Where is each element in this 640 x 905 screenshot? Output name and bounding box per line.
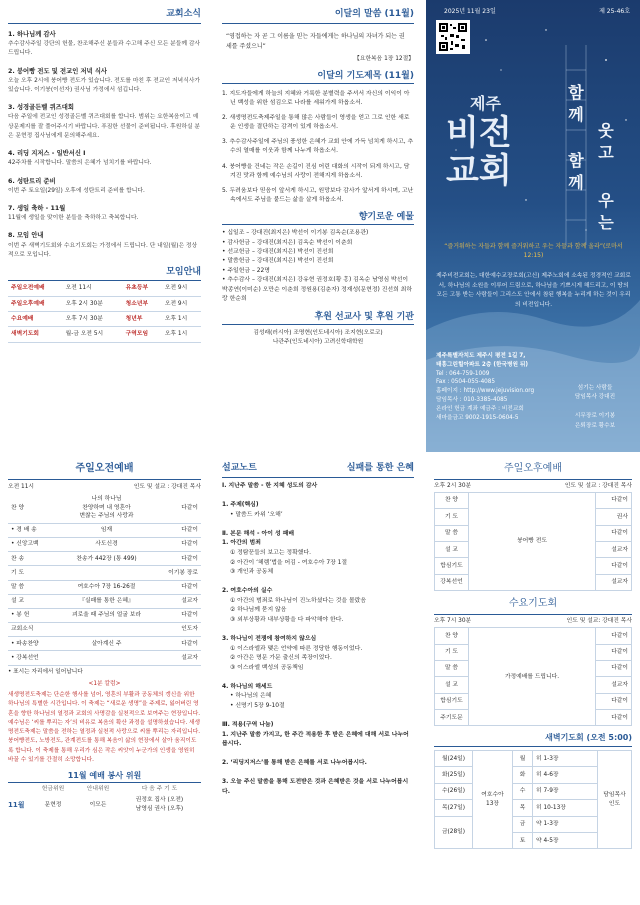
order-label: 교회소식 bbox=[8, 623, 52, 637]
address-line: Fax : 0504-055-4085 bbox=[436, 379, 496, 386]
note-line: 2. 여호수아의 실수 bbox=[222, 588, 273, 595]
table-row bbox=[8, 523, 201, 537]
order-content bbox=[52, 623, 161, 637]
note-line bbox=[222, 712, 414, 722]
note-line: • 말씀드 카위 ‘오해’ bbox=[230, 511, 283, 518]
church-news-panel bbox=[0, 0, 209, 452]
note-line: ② 아간은 명문 가문 출신의 족장이었다. bbox=[230, 655, 332, 662]
verse-text: “영접하는 자 곧 그 이름을 믿는 자들에게는 하나님의 자녀가 되는 권세를 주셨으니” bbox=[226, 33, 405, 50]
order-role: 설교자 bbox=[596, 574, 632, 590]
note-line: ② 아간이 ‘헤렘’법을 어김 - 여호수아 7장 1절 bbox=[230, 559, 348, 566]
address-line: Tel : 064-759-1009 bbox=[436, 370, 490, 377]
table-row bbox=[8, 493, 201, 523]
pm-order-table bbox=[434, 492, 632, 591]
table-row bbox=[8, 538, 201, 552]
wed-title: 수요기도회 bbox=[434, 597, 632, 615]
note-line: 3. 오늘 주신 말씀을 통해 도전받은 것과 은혜받은 것을 서로 나누어봅시다. bbox=[222, 779, 409, 796]
table-row bbox=[435, 492, 632, 508]
dawn-leader: 담임목사 인도 bbox=[598, 751, 632, 849]
support-line: 나관주(인도네시아) 고려신학대학원 bbox=[272, 338, 364, 345]
table-cell: 주일오전예배 bbox=[8, 281, 63, 296]
am-service-panel: 주일오전예배 오전 11시 인도 및 설교 : 강대진 목사 찬 양 나의 하나님 찬양하며 내 영혼아 변찮는 주님의 사랑과 다같이 • 경 배 송 임재 다같이 • 신앙고백 사도신경 다같이 찬 송 찬송가 442장 (통 499) 다같이 기 도 이기봉 장로 말 씀 여호수아 7장 16-26절 다같이 설 교 『실패를 통한 은혜』 설교자 • 봉 헌 괴로울 때 주님의 얼굴 보라 다같이 교회소식 인도자 • 파송찬양 살아계신 주 다같이 • 강복선언 설교자 • 표시는 자리에서 일어납니다 <1분 칼럼> 새생명전도축제는 단순한 행사를 넘어, 영혼의 부활과 공동체의 갱신을 위한 하나님의 특별한 시간입니다. 이 축제는 “새로운 생명”을 주제로, 잃어버린 영혼을 향한 하나님의 열정과 교회의 사명감을 실천적으로 보여주는 현장입니다. 예수님은 ‘씨를 뿌리는 자’의 비유로 복음의 확산 과정을 설명하셨습니다. 새생명전도축제는 말씀을 전하는 열정과 실천적 사랑으로 씨를 뿌리는 자리입니다. 붕어빵전도, 노방전도, 관계전도를 통해 복음이 삶의 현장에서 살아 움직이도록 합니다. 이 축제를 통해 우리가 심은 작은 씨앗이 누군가의 인생을 영원히 바꿀 수 있기를 간절히 소망합니다. 11월 예배 봉사 위원 헌금위원 안내위원 다 음 주 기 도 11월 문현정 이모든 권정호 집사 (오전) 남영심 권사 (오후) bbox=[8, 463, 201, 813]
note-line: ① 정탐꾼들의 보고는 정확했다. bbox=[230, 549, 312, 556]
news-item-body: 오늘 오후 2시에 붕어빵 전도가 있습니다. 전도를 마친 후 전교인 저녁식사가 있습니다. 이기붕(이선자) 권사님 가정에서 섬깁니다. bbox=[8, 77, 200, 94]
motto-1: 함께 bbox=[568, 83, 584, 125]
church-staff bbox=[560, 384, 630, 431]
table-row bbox=[8, 566, 201, 580]
news-item-title: 2. 붕어빵 전도 및 전교인 저녁 식사 bbox=[8, 67, 108, 75]
news-item-title: 7. 생일 축하 - 11월 bbox=[8, 205, 66, 213]
table-cell: 오후 7시 30분 bbox=[63, 311, 123, 326]
pm-service-title: 주일오후예배 bbox=[434, 462, 632, 480]
order-role: 설교자 bbox=[161, 594, 201, 608]
order-content bbox=[52, 651, 161, 665]
table-cell: 오후 2시 30분 bbox=[63, 296, 123, 311]
verse-title: 이달의 말씀 (11월) bbox=[334, 9, 414, 19]
dawn-day: 금 bbox=[513, 816, 533, 832]
order-role: 다같이 bbox=[161, 538, 201, 552]
order-label: 설 교 bbox=[8, 594, 52, 608]
verse-ref: 【요한복음 1장 12절】 bbox=[354, 56, 414, 63]
table-row bbox=[8, 594, 201, 608]
order-label: 찬 양 bbox=[435, 628, 469, 644]
offering-list bbox=[222, 229, 414, 305]
news-item-body: 11월에 생일을 맞이한 분들을 축하하고 축복합니다. bbox=[8, 215, 139, 222]
support-title: 후원 선교사 및 후원 기관 bbox=[314, 311, 414, 322]
table-cell: 유초등부 bbox=[123, 281, 162, 296]
dawn-day: 목 bbox=[513, 800, 533, 816]
note-line bbox=[222, 769, 414, 779]
prayer-item: 4. 붕어빵을 건네는 작은 손길이 진심 어린 대화의 시작이 되게 하시고, 담겨진 맛과 함께 예수님의 사랑이 전해지게 하옵소서. bbox=[222, 163, 410, 179]
address-line: 새마을금고 9002-1915-0604-5 bbox=[436, 414, 519, 421]
dawn-day: 월 bbox=[513, 751, 533, 767]
note-line bbox=[222, 578, 414, 588]
order-content: 살아계신 주 bbox=[52, 637, 161, 651]
dawn-reading: 히 1-3장 bbox=[533, 751, 598, 767]
order-label: 설 교 bbox=[435, 677, 469, 693]
news-title: 교회소식 bbox=[166, 9, 201, 19]
schedule-panel: 주일오후예배 오후 2시 30분 인도 및 설교 : 강대진 목사 찬 양 붕어빵 전도 다같이 기 도 권사 말 씀 다같이 설 교 설교자 합심기도 다같이 강복선언 설교자 수요기도회 오후 7시 30분 인도 및 설교: 강대진 목사 찬 양 가정예배를 드립니다. 다같이 기 도 다같이 말 씀 다같이 설 교 설교자 합심기도 다같이 주기도문 다같이 새벽기도회 (오전 5:00) 월(24일) 여호수아 13장 월 히 1-3장 담임목사 인도 화(25일) 화 히 4-6장 수(26일) 수 히 7-9장 목(27일) 목 히 10-13장 금(28일) 금 약 1-3장 토 약 4-5장 bbox=[426, 456, 640, 905]
support-list bbox=[222, 329, 414, 347]
note-line: ③ 개인과 공동체 bbox=[230, 569, 274, 576]
table-cell: 오전 9시 bbox=[162, 281, 201, 296]
order-content: 찬송가 442장 (통 499) bbox=[52, 552, 161, 566]
table-cell: 오전 9시 bbox=[162, 296, 201, 311]
table-cell: 오전 11시 bbox=[63, 281, 123, 296]
order-role: 다같이 bbox=[161, 552, 201, 566]
offer-title: 향기로운 예물 bbox=[358, 212, 414, 223]
order-content: 여호수아 7장 16-26절 bbox=[52, 580, 161, 594]
note-line: 1. 주제(핵심) bbox=[222, 502, 259, 509]
order-content: 『실패를 통한 은혜』 bbox=[52, 594, 161, 608]
note-line: 2. ‘리딩지저스’를 통해 받은 은혜를 서로 나누어봅시다. bbox=[222, 760, 367, 767]
table-row bbox=[8, 327, 201, 342]
note-line: • 신명기 5장 9-10절 bbox=[230, 702, 285, 709]
address-line: 제주특별자치도 제주시 평전 1길 7, bbox=[436, 353, 526, 359]
offering-item: • 추수감사 – 강대진(최지은) 강유현 권정호(황 홍) 김옥순 남영심 박선이 박종연(이미순) 오만순 이춘희 정원용(김춘자) 정재성(문현정) 진선희 최하랑 한순희 bbox=[222, 277, 413, 303]
news-item bbox=[8, 67, 201, 96]
meeting-table bbox=[8, 281, 201, 343]
table-row bbox=[435, 751, 632, 767]
dawn-day: 화 bbox=[513, 767, 533, 783]
order-role: 다같이 bbox=[596, 628, 632, 644]
offering-item: • 선교헌금 – 강대진(최지은) 박선이 진선희 bbox=[222, 249, 334, 255]
news-item bbox=[8, 177, 201, 196]
table-row bbox=[8, 608, 201, 622]
dawn-reading: 히 4-6장 bbox=[533, 767, 598, 783]
table-cell: 주일오후예배 bbox=[8, 296, 63, 311]
table-cell: 오후 1시 bbox=[162, 327, 201, 342]
note-line: Ⅲ. 적용(구역 나눔) bbox=[222, 722, 274, 729]
table-row bbox=[8, 296, 201, 311]
order-role: 다같이 bbox=[161, 608, 201, 622]
church-intro: 제주비전교회는, 대한예수교장로회(고신) 제주노회에 소속된 정경적인 교회로서, 하나님의 소원을 이루어 드림으로, 하나님을 기쁘시게 해드리고, 이 땅의 모든 고통 받는 사람들이 그리스도 안에서 참된 행복을 누리게 하는 것이 우리의 비전입니다. bbox=[436, 273, 631, 308]
cover-panel bbox=[426, 0, 640, 452]
dawn-day: 수 bbox=[513, 783, 533, 799]
order-label: 찬 송 bbox=[8, 552, 52, 566]
staff-line: 시무장로 이기봉 bbox=[574, 413, 616, 420]
offering-item: • 십일조 – 강대진(최지은) 박선이 이기봉 김옥순(조용관) bbox=[222, 230, 369, 237]
sermon-subject: 실패를 통한 은혜 bbox=[346, 463, 414, 473]
order-label: 합심기도 bbox=[435, 558, 469, 574]
order-content: 나의 하나님 찬양하며 내 영혼아 변찮는 주님의 사랑과 bbox=[52, 493, 161, 523]
am-service-leader: 인도 및 설교 : 강대진 목사 bbox=[133, 483, 201, 490]
news-item bbox=[8, 204, 201, 223]
note-line bbox=[222, 673, 414, 683]
order-label: 말 씀 bbox=[435, 525, 469, 541]
order-role: 권사 bbox=[596, 509, 632, 525]
dawn-title: 새벽기도회 (오전 5:00) bbox=[434, 732, 632, 747]
prayer-list bbox=[222, 90, 414, 205]
order-content: 괴로울 때 주님의 얼굴 보라 bbox=[52, 608, 161, 622]
dawn-reading: 약 4-5장 bbox=[533, 833, 598, 849]
dawn-passage: 여호수아 13장 bbox=[473, 751, 513, 849]
order-role: 설교자 bbox=[596, 677, 632, 693]
dawn-reading: 히 10-13장 bbox=[533, 800, 598, 816]
note-line bbox=[222, 520, 414, 530]
order-role: 다같이 bbox=[596, 644, 632, 660]
table-cell: 구역모임 bbox=[123, 327, 162, 342]
offering-item: • 감사헌금 – 강대진(최지은) 김옥순 박선이 이춘희 bbox=[222, 239, 353, 246]
table-cell: 청소년부 bbox=[123, 296, 162, 311]
duty-title: 11월 예배 봉사 위원 bbox=[8, 770, 201, 783]
table-cell: 새벽기도회 bbox=[8, 327, 63, 342]
stand-note: • 표시는 자리에서 일어납니다 bbox=[8, 668, 83, 675]
news-item bbox=[8, 30, 201, 59]
note-line: Ⅰ. 지난주 말씀 - 한 지혜 성도의 감사 bbox=[222, 483, 318, 490]
sermon-note-panel bbox=[214, 456, 422, 905]
news-item-body: 다음 주일에 전교인 성경골든벨 퀴즈대회를 합니다. 범위는 요한복음이고 예상문제지를 잘 풀어주시기 바랍니다. 푸짐한 선물이 준비됩니다. 후원하실 분은 문현정 집사님에게 문의해주세요. bbox=[8, 114, 201, 140]
note-line: 1. 지난주 말씀 가지고, 한 주간 적용한 후 받은 은혜에 대해 서로 나누어봅시다. bbox=[222, 731, 409, 748]
order-label: 말 씀 bbox=[8, 580, 52, 594]
motto-4: 우는 bbox=[598, 191, 614, 233]
news-list bbox=[8, 30, 201, 260]
news-item-body: 추수감사주일 강단의 헌물, 찬조해주신 분들과 수고해 주신 모든 분들께 감사드립니다. bbox=[8, 41, 201, 57]
note-line bbox=[222, 492, 414, 502]
note-line: ② 하나님께 묻지 않음 bbox=[230, 607, 287, 614]
note-line bbox=[222, 750, 414, 760]
order-role: 이기봉 장로 bbox=[161, 566, 201, 580]
order-role: 다같이 bbox=[161, 493, 201, 523]
dawn-table bbox=[434, 750, 632, 849]
dawn-date: 수(26일) bbox=[435, 783, 473, 799]
order-role: 다같이 bbox=[596, 525, 632, 541]
table-cell: 청년부 bbox=[123, 311, 162, 326]
table-row bbox=[8, 623, 201, 637]
prayer-item: 3. 추수감사주일에 주님의 풍성한 은혜가 교회 안에 가득 넘치게 하시고, 추수의 열매를 이웃과 함께 나누게 하옵소서. bbox=[222, 139, 414, 155]
cover-issue: 제 25-46호 bbox=[599, 8, 630, 15]
note-line: ③ 이스라엘 백성의 공동책임 bbox=[230, 664, 304, 671]
order-label: 합심기도 bbox=[435, 693, 469, 709]
am-service-time: 오전 11시 bbox=[8, 483, 35, 490]
news-item-title: 1. 하나님께 감사 bbox=[8, 31, 56, 39]
offering-item: • 주일헌금 – 22명 bbox=[222, 267, 270, 274]
address-line: 태흥그린힐아파트 2층 (한국병원 뒤) bbox=[436, 361, 529, 368]
note-line: ① 아간의 범죄로 하나님이 진노하셨다는 것을 몰랐음 bbox=[230, 597, 367, 604]
table-cell: 월-금 오전 5시 bbox=[63, 327, 123, 342]
order-role: 설교자 bbox=[161, 651, 201, 665]
order-label: 찬 양 bbox=[435, 492, 469, 508]
news-item-body: 이번 주 토요일(29일) 오후에 성탄트리 준비를 합니다. bbox=[8, 187, 145, 194]
order-label: 설 교 bbox=[435, 542, 469, 558]
order-label: 강복선언 bbox=[435, 574, 469, 590]
note-line: 4. 하나님의 해세드 bbox=[222, 683, 273, 690]
order-label: 주기도문 bbox=[435, 710, 469, 726]
meet-title: 모임안내 bbox=[166, 267, 201, 278]
note-line: 1. 아간의 범죄 bbox=[222, 540, 261, 547]
cover-date: 2025년 11월 23일 bbox=[444, 8, 496, 15]
table-row bbox=[435, 628, 632, 644]
table-row bbox=[8, 281, 201, 296]
duty-month: 11월 bbox=[8, 801, 25, 810]
order-role: 다같이 bbox=[596, 558, 632, 574]
news-item-body: 42주차를 시작합니다. 말씀의 은혜가 넘치기를 바랍니다. bbox=[8, 160, 152, 167]
order-label: 기 도 bbox=[8, 566, 52, 580]
motto-2: 웃고 bbox=[598, 121, 614, 163]
note-line: ③ 외부상황과 내부상황을 다 파악해야 한다. bbox=[230, 616, 344, 623]
dawn-reading: 히 7-9장 bbox=[533, 783, 598, 799]
address-line: 담임목사 : 010-3385-4085 bbox=[436, 397, 508, 404]
order-content: 사도신경 bbox=[52, 538, 161, 552]
dawn-date: 화(25일) bbox=[435, 767, 473, 783]
column-title: <1분 칼럼> bbox=[88, 680, 121, 687]
order-role: 인도자 bbox=[161, 623, 201, 637]
news-item-title: 3. 성경골든벨 퀴즈대회 bbox=[8, 104, 74, 112]
column-text: 새생명전도축제는 단순한 행사를 넘어, 영혼의 부활과 공동체의 갱신을 위한 하나님의 특별한 시간입니다. 이 축제는 “새로운 생명”을 주제로, 잃어버린 영혼을 향한 하나님의 열정과 교회의 사명감을 실천적으로 보여주는 현장입니다. 예수님은 ‘씨를 뿌리는 자’의 비유로 복음의 확산 과정을 설명하셨습니다. 새생명전도축제는 말씀을 전하는 열정과 실천적 사랑으로 씨를 뿌리는 자리입니다. 붕어빵전도, 노방전도, 관계전도를 통해 복음이 삶의 현장에서 살아 움직이도록 합니다. 이 축제를 통해 우리가 심은 작은 씨앗이 누군가의 인생을 영원히 바꿀 수 있기를 간절히 소망합니다. bbox=[8, 692, 201, 763]
order-label: 기 도 bbox=[435, 644, 469, 660]
note-line: Ⅱ. 본문 해석 - 아이 성 패배 bbox=[222, 530, 295, 537]
note-line: • 하나님의 은혜 bbox=[230, 693, 272, 700]
order-role: 다같이 bbox=[161, 637, 201, 651]
order-label: • 경 배 송 bbox=[8, 523, 52, 537]
order-role: 다같이 bbox=[161, 580, 201, 594]
address-line: 홈페이지 : http://www.jejuvision.org bbox=[436, 388, 535, 395]
address-line: 온라인 헌금 계좌 예금주 : 비전교회 bbox=[436, 405, 524, 412]
dawn-date: 금(28일) bbox=[435, 816, 473, 849]
prayer-item: 2. 새생명전도축제주일을 통해 많은 사람들이 영생을 얻고 그로 인한 새로운 인생을 결단하는 감격이 있게 하옵소서. bbox=[222, 114, 410, 131]
news-item-title: 6. 성탄트리 준비 bbox=[8, 177, 56, 185]
prayer-title: 이달의 기도제목 (11월) bbox=[317, 70, 414, 81]
dawn-reading: 약 1-3장 bbox=[533, 816, 598, 832]
order-label: 찬 양 bbox=[8, 493, 52, 523]
table-row bbox=[8, 552, 201, 566]
staff-line: 은퇴장로 황수보 bbox=[574, 422, 616, 429]
cover-quote: “즐거워하는 자들과 함께 즐거워하고 우는 자들과 함께 울라”(로마서 12:15) bbox=[444, 243, 623, 259]
table-row bbox=[8, 637, 201, 651]
staff-line bbox=[560, 403, 630, 412]
offering-item: • 말씀헌금 – 강대진(최지은) 박선이 진선희 bbox=[222, 258, 334, 265]
order-label: • 봉 헌 bbox=[8, 608, 52, 622]
support-line: 김성래(러시아) 조명현(인도네시아) 조지현(오로코) bbox=[253, 329, 383, 336]
verse-prayer-panel bbox=[214, 0, 422, 452]
order-role: 설교자 bbox=[596, 542, 632, 558]
dawn-date: 목(27일) bbox=[435, 800, 473, 816]
order-role: 다같이 bbox=[596, 693, 632, 709]
order-role: 다같이 bbox=[596, 710, 632, 726]
table-row bbox=[8, 651, 201, 665]
prayer-item: 5. 두려움보다 믿음이 앞서게 하시고, 원망보다 감사가 앞서게 하시며, 고난속에서도 주님을 붙드는 삶을 살게 하옵소서. bbox=[222, 187, 414, 203]
order-content: 붕어빵 전도 bbox=[469, 492, 596, 590]
order-label: • 파송찬양 bbox=[8, 637, 52, 651]
dawn-date: 월(24일) bbox=[435, 751, 473, 767]
order-role: 다같이 bbox=[161, 523, 201, 537]
order-label: • 신앙고백 bbox=[8, 538, 52, 552]
wed-order-table bbox=[434, 627, 632, 726]
order-label: 말 씀 bbox=[435, 660, 469, 676]
order-content bbox=[52, 566, 161, 580]
table-cell: 오후 1시 bbox=[162, 311, 201, 326]
staff-line: 담임목사 강대진 bbox=[574, 394, 616, 401]
order-role: 다같이 bbox=[596, 660, 632, 676]
table-cell: 수요예배 bbox=[8, 311, 63, 326]
news-item bbox=[8, 103, 201, 141]
news-item-title: 4. 리딩 지저스 - 일반서신 I bbox=[8, 150, 86, 158]
order-content: 가정예배를 드립니다. bbox=[469, 628, 596, 726]
staff-line: 섬기는 사람들 bbox=[577, 385, 613, 391]
news-item-body: 이번 주 새벽기도회와 수요기도회는 가정에서 드립니다. 단 내일(월)은 정상적으로 모입니다. bbox=[8, 242, 198, 258]
note-line bbox=[222, 625, 414, 635]
prayer-item: 1. 지도자들에게 하늘의 지혜와 거룩한 분별력을 주셔서 자신의 이익이 아닌 백성을 위한 섬김으로 나라를 세워가게 하옵소서. bbox=[222, 90, 410, 106]
note-line: 3. 하나님이 전쟁에 참여하지 않으심 bbox=[222, 636, 317, 643]
table-row bbox=[8, 311, 201, 326]
motto-3: 함께 bbox=[568, 151, 584, 193]
table-row bbox=[8, 580, 201, 594]
news-item-title: 8. 모임 안내 bbox=[8, 232, 44, 240]
sermon-note-title: 설교노트 bbox=[222, 463, 257, 473]
church-logo: 제주 비전 교회 bbox=[446, 94, 512, 191]
sermon-note-body bbox=[222, 482, 414, 798]
am-order-table bbox=[8, 493, 201, 666]
dawn-day: 토 bbox=[513, 833, 533, 849]
church-address bbox=[436, 352, 551, 423]
news-item bbox=[8, 149, 201, 168]
order-label: 기 도 bbox=[435, 509, 469, 525]
news-item bbox=[8, 231, 201, 260]
am-service-title: 주일오전예배 bbox=[8, 462, 201, 480]
note-line: ① 이스라엘과 맺은 언약에 따른 정당한 행동이었다. bbox=[230, 645, 363, 652]
order-role: 다같이 bbox=[596, 492, 632, 508]
order-content: 임재 bbox=[52, 523, 161, 537]
order-label: • 강복선언 bbox=[8, 651, 52, 665]
